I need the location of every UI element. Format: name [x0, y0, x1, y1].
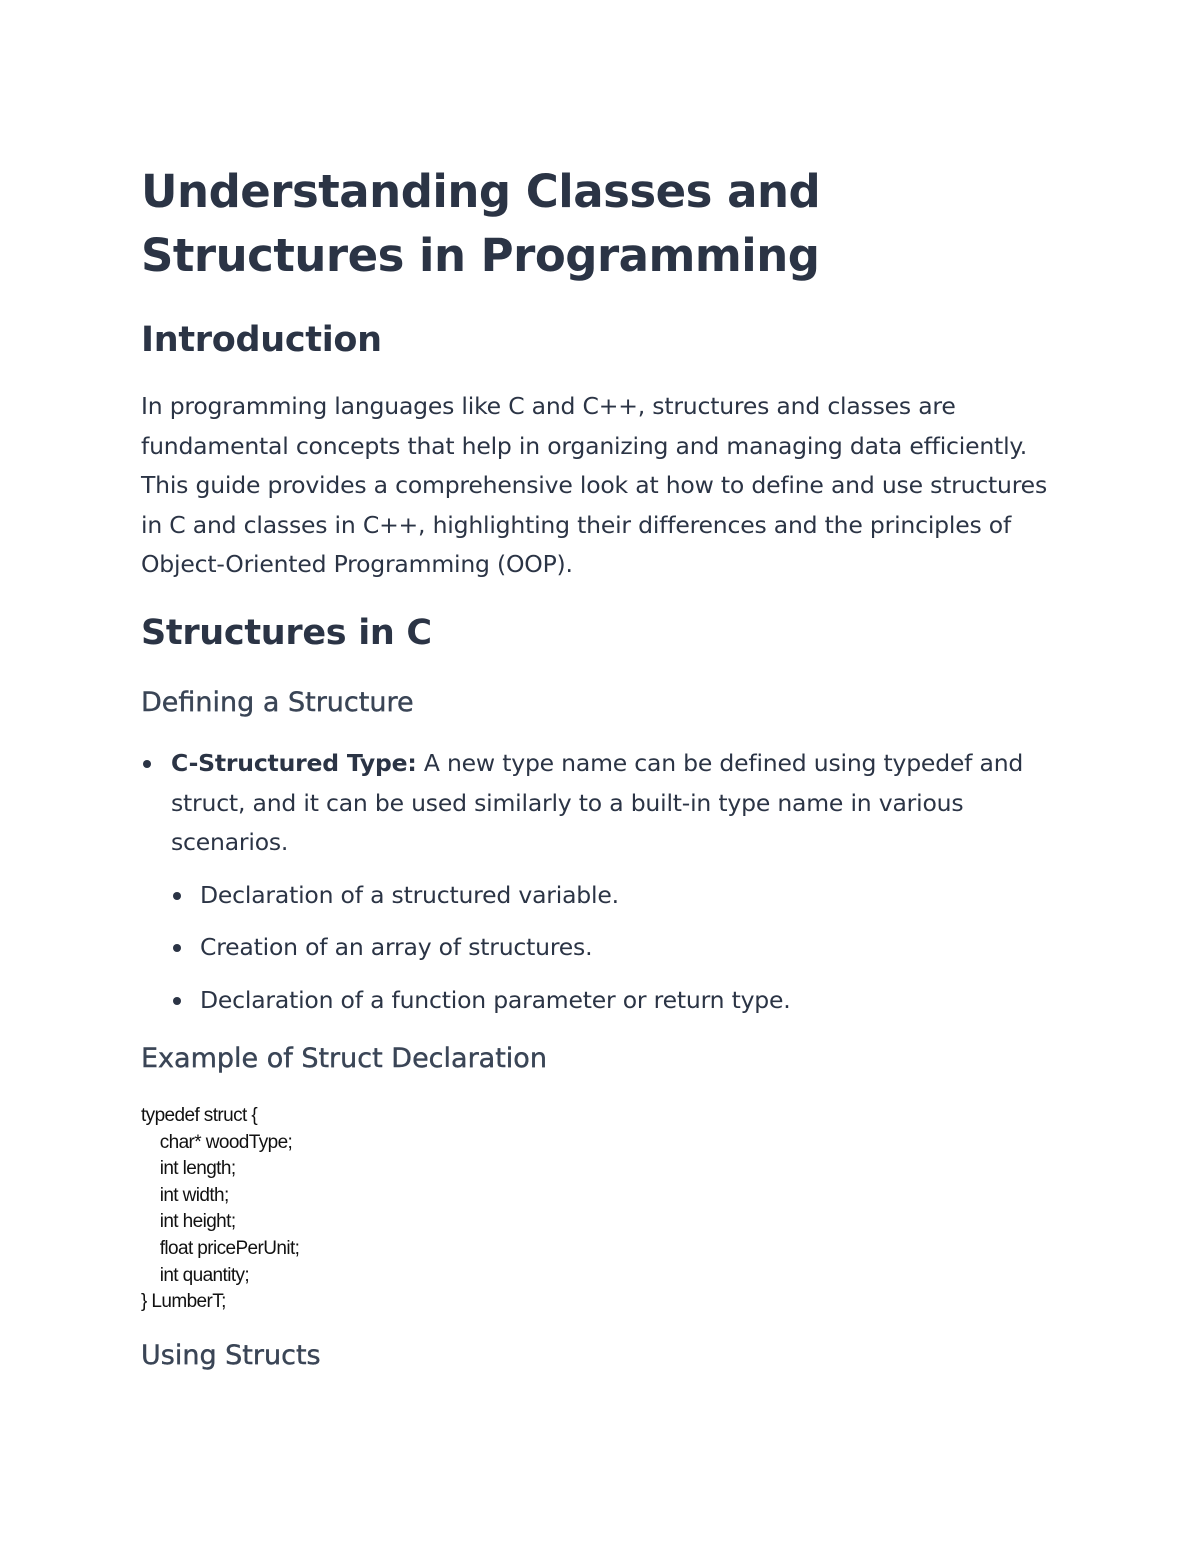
structure-bullet-list [141, 744, 1061, 1034]
heading-introduction: Introduction [141, 320, 382, 360]
struct-code-block: typedef struct { char* woodType; int length; int width; int height; float pricePerUnit; int quantity; } LumberT; [141, 1105, 300, 1313]
list-item-c-structured-type [141, 744, 1061, 1021]
heading-defining-a-structure: Defining a Structure [141, 687, 414, 718]
list-item: Declaration of a structured variable. [171, 876, 1061, 916]
document-title: Understanding Classes and Structures in Programming [141, 165, 821, 282]
heading-using-structs: Using Structs [141, 1340, 321, 1371]
bullet-label: C-Structured Type: [171, 749, 417, 777]
structure-usage-sub-list [171, 876, 1061, 1021]
list-item: Creation of an array of structures. [171, 928, 1061, 968]
list-item: Declaration of a function parameter or return type. [171, 981, 1061, 1021]
introduction-paragraph: In programming languages like C and C++, structures and classes are fundamental concepts that help in organizing and managing data efficiently. This guide provides a comprehensive look at how to define and use structures in C and classes in C++, highlighting their differences and the principles of Object-Oriented Programming (OOP). [141, 392, 1047, 579]
bullet-text: A new type name can be defined using typedef and struct, and it can be used similarly to a built-in type name in various scenarios. [171, 749, 1024, 857]
heading-example-of-struct-declaration: Example of Struct Declaration [141, 1043, 547, 1074]
heading-structures-in-c: Structures in C [141, 613, 432, 653]
